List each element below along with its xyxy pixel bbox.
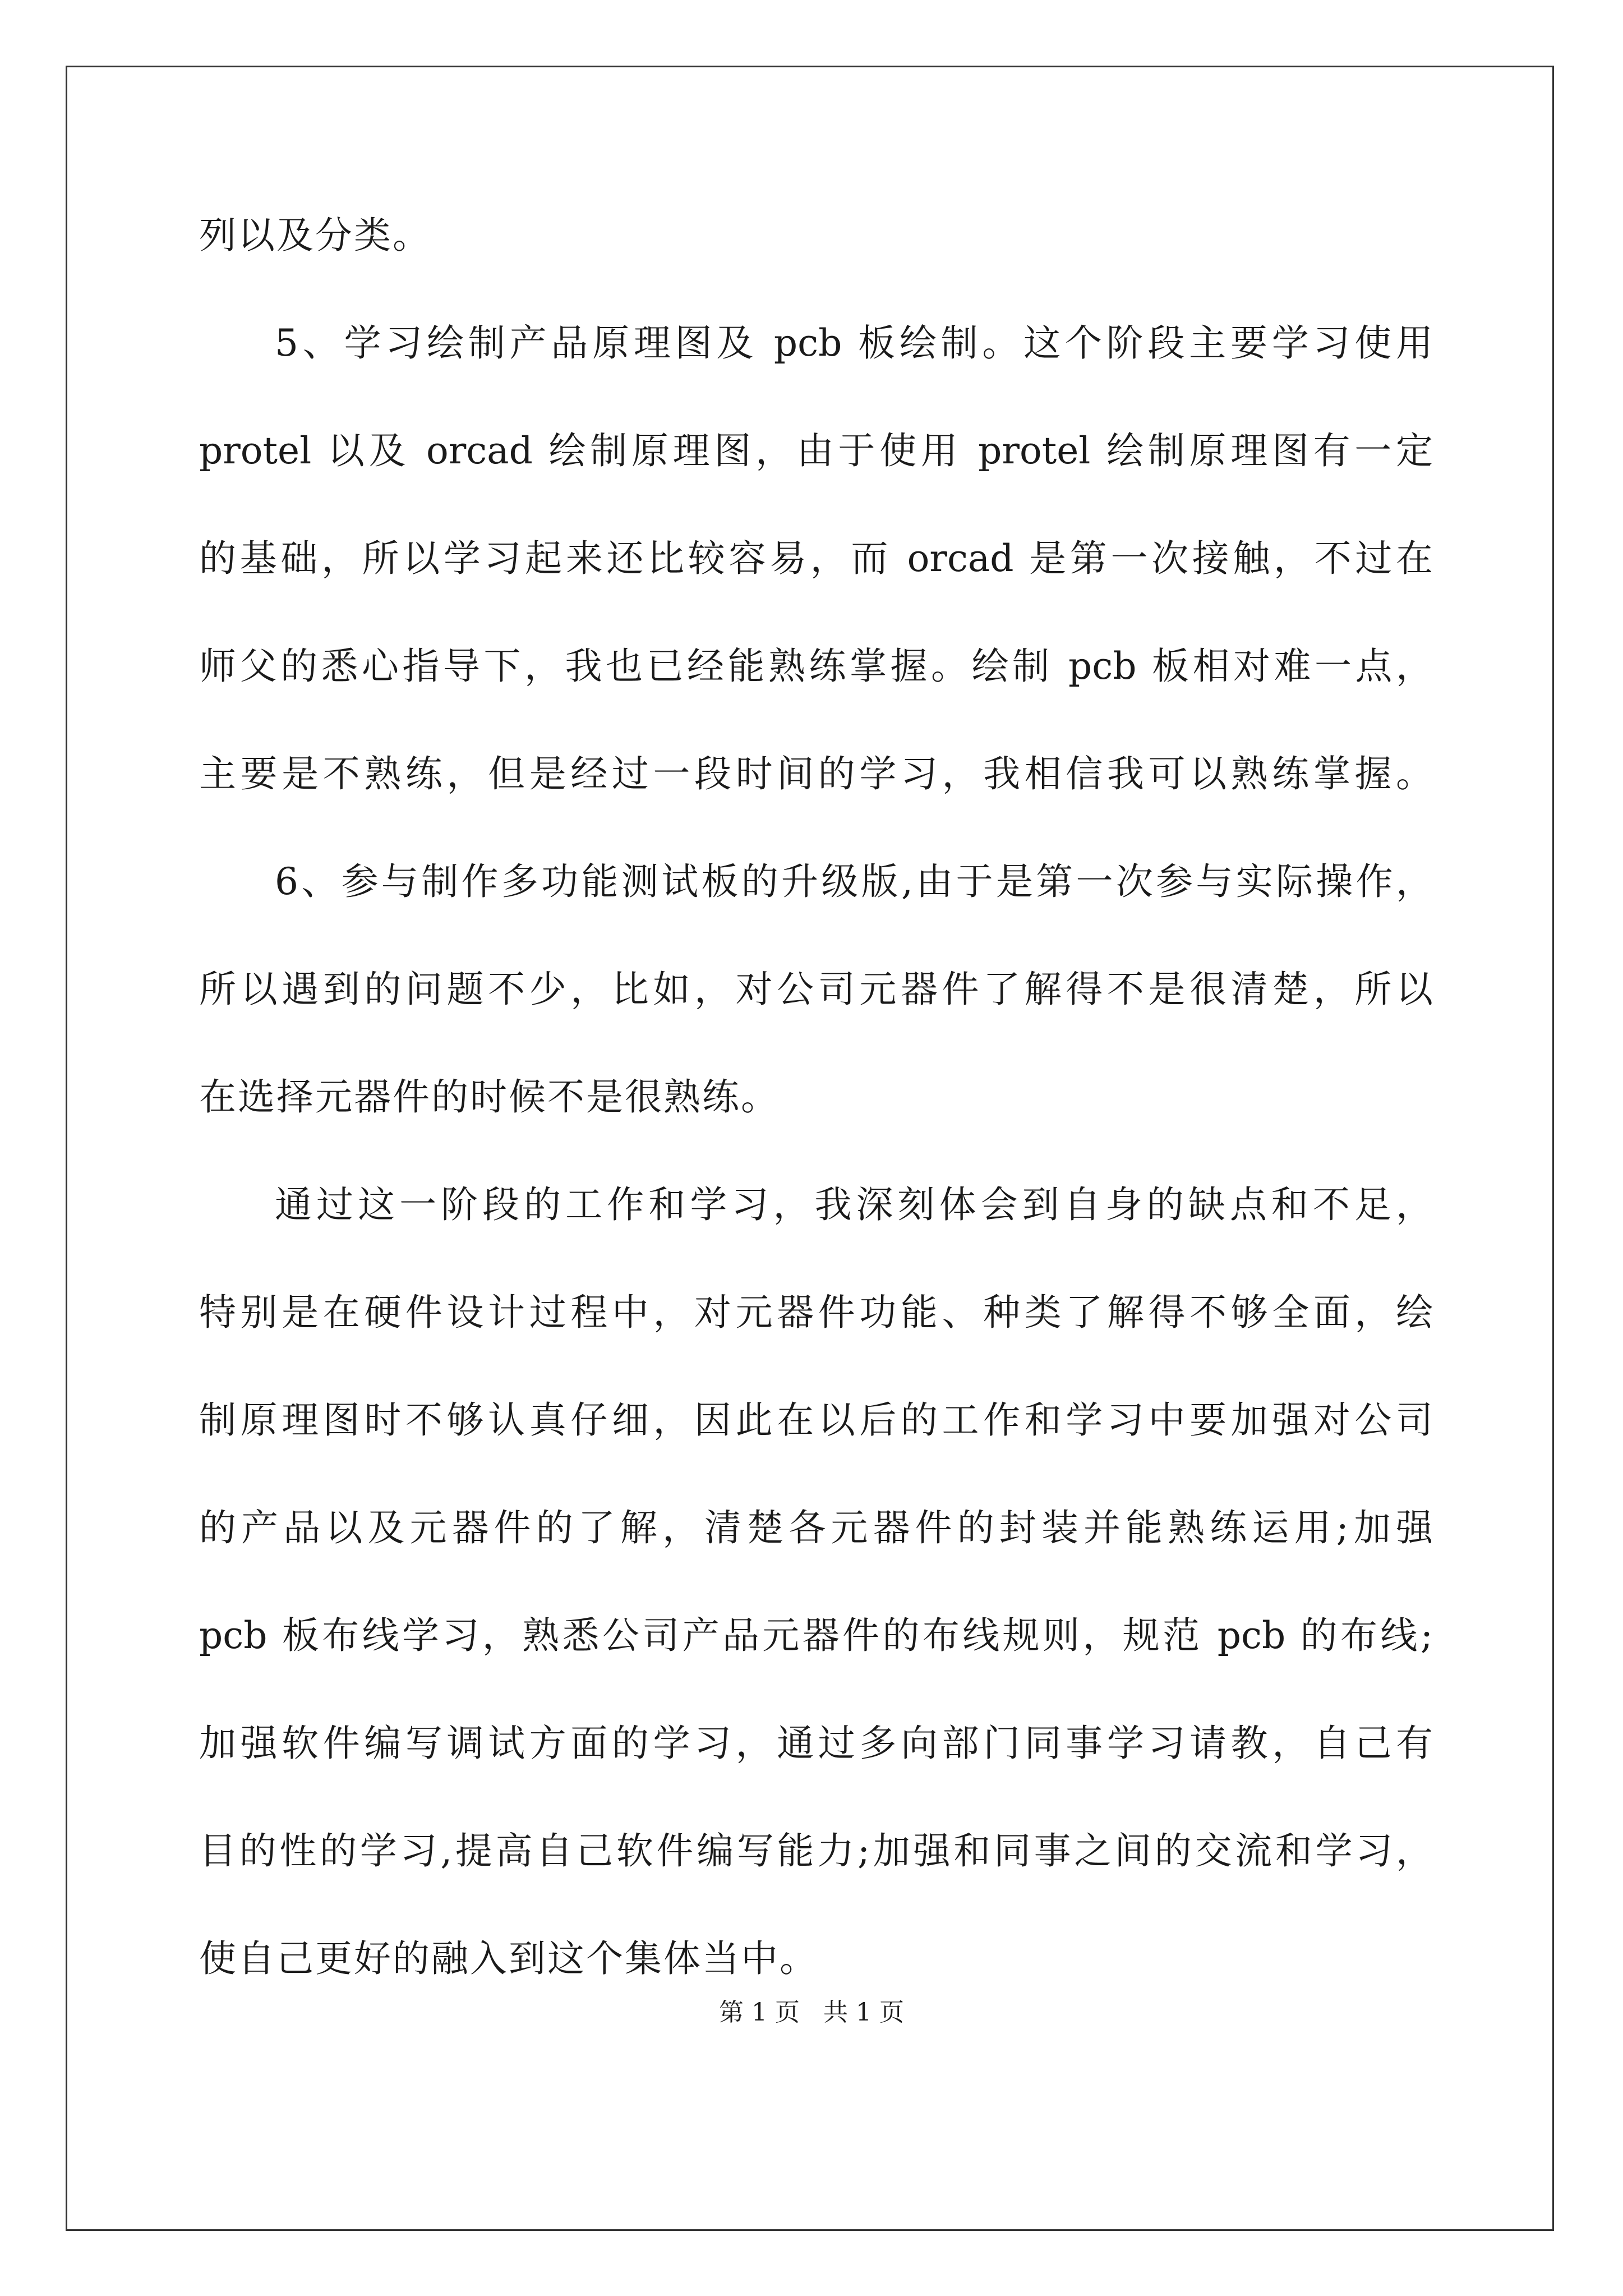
text-line: 主要是不熟练，但是经过一段时间的学习，我相信我可以熟练掌握。 — [199, 752, 1433, 795]
text-line: 制原理图时不够认真仔细，因此在以后的工作和学习中要加强对公司 — [199, 1398, 1433, 1442]
text-line: pcb 板布线学习，熟悉公司产品元器件的布线规则，规范 pcb 的布线; — [199, 1614, 1433, 1657]
text-line: 通过这一阶段的工作和学习，我深刻体会到自身的缺点和不足， — [275, 1183, 1433, 1226]
text-line: 师父的悉心指导下，我也已经能熟练掌握。绘制 pcb 板相对难一点， — [199, 645, 1433, 688]
text-line: 特别是在硬件设计过程中，对元器件功能、种类了解得不够全面，绘 — [199, 1291, 1433, 1334]
page-footer: 第 1 页 共 1 页 — [719, 1998, 904, 2027]
text-line: 的产品以及元器件的了解，清楚各元器件的封装并能熟练运用;加强 — [199, 1506, 1433, 1549]
page-border — [66, 66, 1554, 2231]
text-line: 5、学习绘制产品原理图及 pcb 板绘制。这个阶段主要学习使用 — [275, 321, 1433, 365]
text-line: 加强软件编写调试方面的学习，通过多向部门同事学习请教，自己有 — [199, 1722, 1433, 1765]
text-line: protel 以及 orcad 绘制原理图，由于使用 protel 绘制原理图有一定 — [199, 429, 1433, 472]
text-line: 使自己更好的融入到这个集体当中。 — [199, 1937, 818, 1980]
text-line: 6、参与制作多功能测试板的升级版,由于是第一次参与实际操作， — [275, 860, 1433, 903]
text-line: 的基础，所以学习起来还比较容易，而 orcad 是第一次接触，不过在 — [199, 537, 1433, 580]
text-line: 列以及分类。 — [199, 214, 431, 257]
text-line: 在选择元器件的时候不是很熟练。 — [199, 1075, 780, 1119]
text-line: 目的性的学习,提高自己软件编写能力;加强和同事之间的交流和学习， — [199, 1829, 1433, 1872]
text-line: 所以遇到的问题不少，比如，对公司元器件了解得不是很清楚，所以 — [199, 968, 1433, 1011]
